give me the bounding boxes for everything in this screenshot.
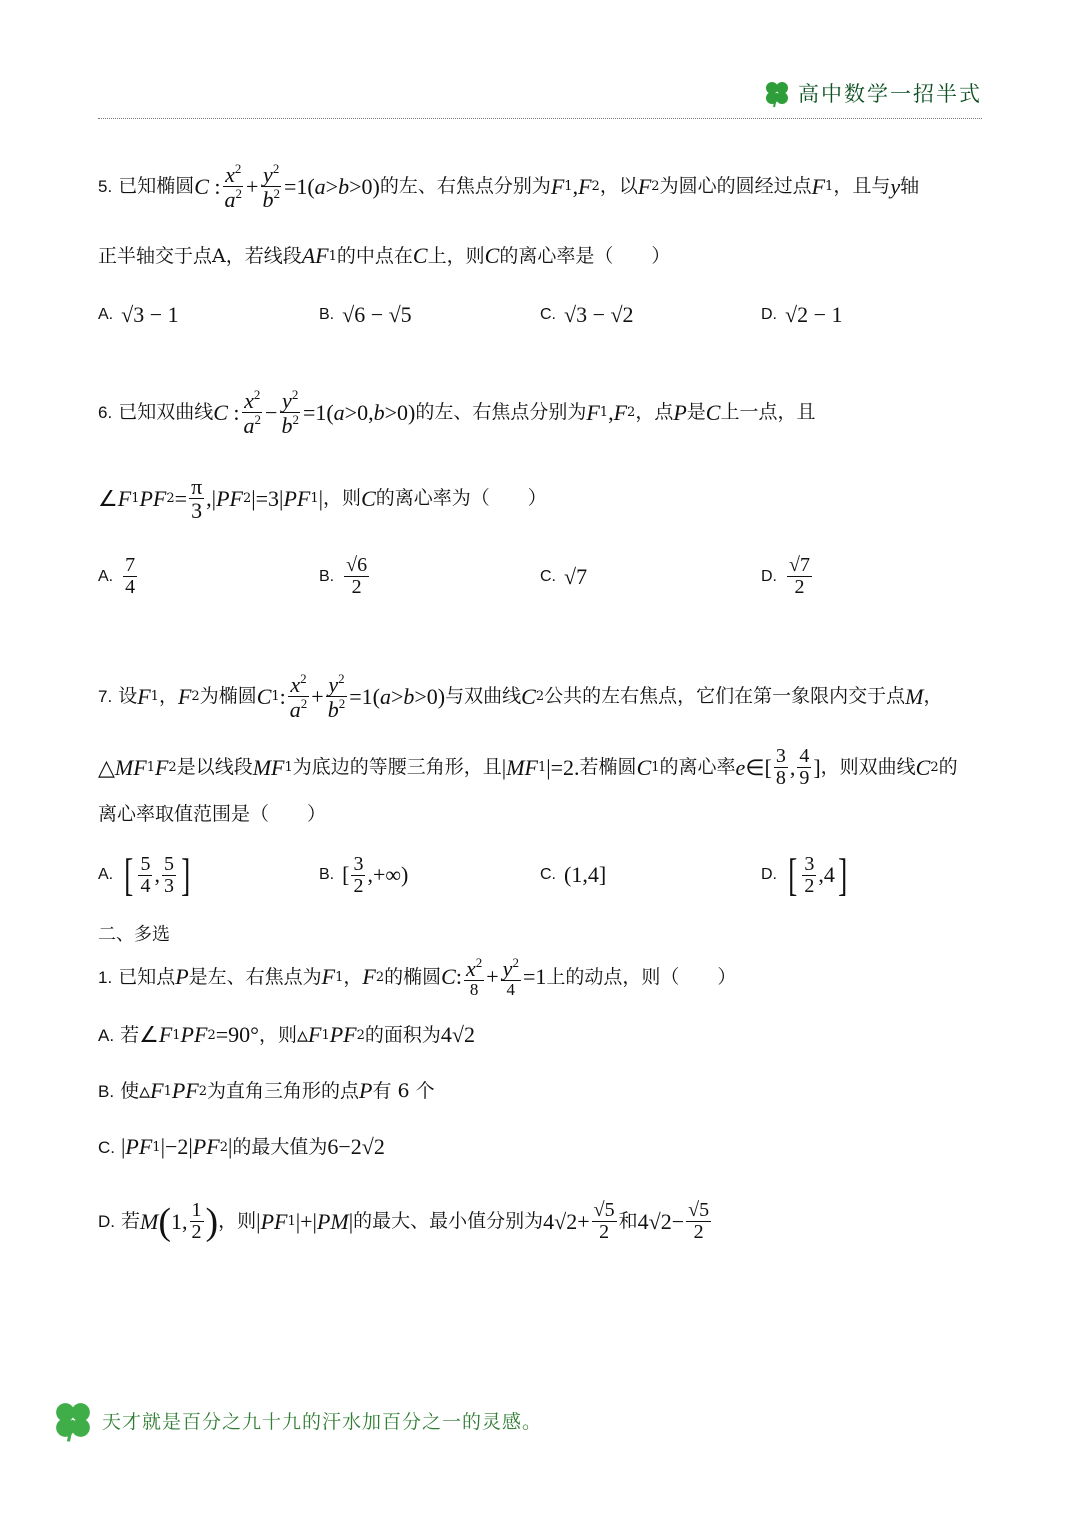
q6-option-b[interactable] (319, 555, 540, 598)
q6-line1: 6. 已知双曲线 C : $\frac{x^2}{a^2}$ − $\frac{y^2}{b^2}$ =1( a >0, b >0) 的左、右焦点分别为 F 1 , F 2 ，点 P 是 C 上一点，且 (98, 387, 816, 439)
option-num: 7 (125, 554, 136, 576)
q7-line3 (98, 805, 982, 824)
q5-text: ，且与 (833, 175, 891, 198)
q7-text: 为椭圆 (199, 685, 257, 708)
q5-option-b[interactable] (319, 302, 540, 328)
q5-text: 已知椭圆 (118, 175, 195, 198)
option-label: B. (98, 1081, 115, 1101)
option-label: C. (540, 306, 556, 323)
option-text: ，则 (218, 1210, 257, 1232)
q5-text: ，以 (599, 175, 638, 198)
q7-text: 的 (938, 756, 958, 778)
q5-options (98, 302, 982, 328)
q5-option-a[interactable] (98, 302, 319, 328)
option-label: C. (540, 567, 556, 585)
header-brand (762, 78, 982, 108)
q5-text: 上，则 (427, 244, 485, 267)
option-label: A. (98, 306, 114, 323)
option-text: 若 (121, 1210, 141, 1232)
m1-option-c[interactable]: C. | PF 1 |−2| PF 2 | 的最大值为 6−2√2 (98, 1134, 385, 1159)
option-text: 的最大、最小值分别为 (353, 1210, 544, 1232)
clover-icon (50, 1397, 96, 1443)
q7-text: 公共的左右焦点，它们在第一象限内交于点 (544, 685, 906, 708)
option-text: √3 − √2 (564, 302, 634, 327)
option-label: A. (98, 567, 114, 585)
motto-text: 天才就是百分之九十九的汗水加百分之一的灵感。 (102, 1410, 543, 1433)
q5-line2: 正半轴交于点A，若线段 AF 1 的中点在 C 上，则 C 的离心率是（ ） (98, 243, 671, 268)
q6-option-c[interactable] (540, 564, 761, 590)
option-text: 和 (618, 1210, 638, 1232)
m1-text: 上的动点，则（ ） (546, 965, 737, 988)
option-text: 的最大值为 (232, 1135, 328, 1158)
option-text: ，则 (258, 1023, 297, 1046)
option-num: √6 (346, 554, 368, 576)
q5-option-d[interactable] (761, 302, 982, 328)
q7-text: ， (158, 685, 178, 708)
q5-text: 轴 (900, 175, 920, 198)
q6-number: 6. (98, 403, 113, 423)
q7-text: 若椭圆 (579, 756, 637, 778)
option-label: D. (761, 567, 777, 585)
q7-text: 离心率取值范围是（ ） (98, 803, 327, 825)
q7-option-c[interactable]: C. (1,4] (540, 862, 607, 887)
q6-text: ，点 (635, 401, 674, 424)
q5-line1: 5. 已知椭圆 C : $\frac{x^2}{a^2}$ + $\frac{y^2}{b^2}$ =1( a > b >0) 的左、右焦点分别为 F 1 , F 2 ，以 F 2 为圆心的圆经过点 F 1 ，且与 y 轴 (98, 161, 920, 213)
q7-text: ，则双曲线 (820, 756, 916, 778)
q7-option-d[interactable]: D. [ $\frac{3}{2}$ ,4 ] (761, 849, 848, 900)
section-title: 二、多选 (98, 924, 170, 945)
option-text: √6 − √5 (342, 302, 412, 327)
option-text: 为直角三角形的点 (207, 1079, 360, 1102)
q5-text: 的离心率是（ ） (499, 244, 671, 267)
q6-option-a[interactable] (98, 555, 319, 598)
q6-options (98, 555, 982, 598)
q5-text: 的中点在 (336, 244, 413, 267)
q7-text: 为底边的等腰三角形，且 (292, 756, 502, 778)
q6-text: 已知双曲线 (118, 401, 214, 424)
m1-number: 1. (98, 967, 113, 987)
option-label: D. (98, 1212, 115, 1231)
option-den: 4 (125, 576, 136, 598)
option-text: 有 6 个 (372, 1079, 435, 1102)
option-label: B. (319, 306, 335, 323)
option-label: C. (540, 866, 556, 883)
option-den: 2 (351, 576, 362, 598)
m1-line1: 1. 已知点 P 是左、右焦点为 F 1 ， F 2 的椭圆 C : $\frac{x^2}{8}$ + $\frac{y^2}{4}$ =1 上的动点，则（ ） (98, 955, 737, 1000)
q5-text: 为圆心的圆经过点 (659, 175, 812, 198)
m1-option-d[interactable]: D. 若 M ( 1, $\frac{1}{2}$ ) ，则 | PF 1 |+| PM | 的最大、最小值分别为 4√2+ $\frac{√5}{2}$ 和 4√2− $\frac{√5}{2}$ (98, 1199, 710, 1243)
m1-option-a[interactable]: A. 若 ∠ F 1 PF 2 =90° ，则 ▵ F 1 PF 2 的面积为 4√2 (98, 1022, 475, 1047)
q6-text: 是 (686, 401, 706, 424)
option-text: 使 (120, 1079, 140, 1102)
option-text: 若 (120, 1023, 140, 1046)
m1-text: ， (343, 965, 363, 988)
q6-option-d[interactable] (761, 555, 982, 598)
option-num: √7 (789, 554, 810, 576)
q6-line2: ∠ F 1 PF 2 = $\frac{\pi}{3}$ ,| PF 2 |=3| PF 1 | ，则 C 的离心率为（ ） (98, 474, 547, 524)
option-den: 2 (794, 576, 805, 598)
option-label: A. (98, 866, 114, 883)
q7-line1: 7. 设 F 1 ， F 2 为椭圆 C 1 : $\frac{x^2}{a^2}$ + $\frac{y^2}{b^2}$ =1( a > b >0) 与双曲线 C 2 公共的左右焦点，它们在第一象限内交于点 M ， (98, 671, 943, 723)
q7-text: 设 (118, 685, 138, 708)
option-label: A. (98, 1025, 115, 1045)
q5-text: 正半轴交于点A，若线段 (98, 244, 302, 267)
clover-icon (762, 78, 792, 108)
m1-text: 已知点 (118, 965, 176, 988)
q7-text: 的离心率 (659, 756, 736, 778)
q6-text: 的离心率为（ ） (375, 487, 547, 510)
option-label: B. (319, 567, 335, 585)
brand-title: 高中数学一招半式 (798, 82, 982, 106)
q5-number: 5. (98, 177, 113, 197)
footer-motto (50, 1397, 542, 1443)
m1-text: 的椭圆 (384, 965, 442, 988)
option-label: D. (761, 306, 777, 323)
q7-text: 是以线段 (176, 756, 253, 778)
q7-option-a[interactable]: A. [ $\frac{5}{4}$ , $\frac{5}{3}$ ] (98, 849, 191, 900)
q6-text: 上一点，且 (720, 401, 816, 424)
q5-text: 的左、右焦点分别为 (379, 175, 551, 198)
q7-text: 与双曲线 (445, 685, 522, 708)
q6-text: 的左、右焦点分别为 (415, 401, 587, 424)
q7-number: 7. (98, 687, 113, 707)
q7-text: ， (923, 685, 943, 708)
q6-text: ，则 (323, 487, 362, 510)
option-label: B. (319, 866, 335, 883)
m1-option-b[interactable]: B. 使 ▵ F 1 PF 2 为直角三角形的点 P 有 6 个 (98, 1078, 435, 1103)
option-text: 的面积为 (364, 1023, 441, 1046)
q5-option-c[interactable] (540, 302, 761, 328)
option-label: C. (98, 1137, 115, 1157)
option-label: D. (761, 866, 777, 883)
q7-line2: △ MF 1 F 2 是以线段 MF 1 为底边的等腰三角形，且 | MF 1 |=2. 若椭圆 C 1 的离心率 e ∈[ $\frac{3}{8}$ , $\frac{4}{9}$ ] ，则双曲线 C 2 的 (98, 745, 958, 789)
q7-options (98, 849, 982, 900)
m1-text: 是左、右焦点为 (188, 965, 322, 988)
q7-option-b[interactable]: B. [ $\frac{3}{2}$ ,+∞) (319, 852, 409, 897)
header-rule (98, 118, 982, 119)
option-text: √3 − 1 (121, 302, 179, 327)
option-text: √2 − 1 (785, 302, 843, 327)
option-text: √7 (564, 563, 588, 589)
